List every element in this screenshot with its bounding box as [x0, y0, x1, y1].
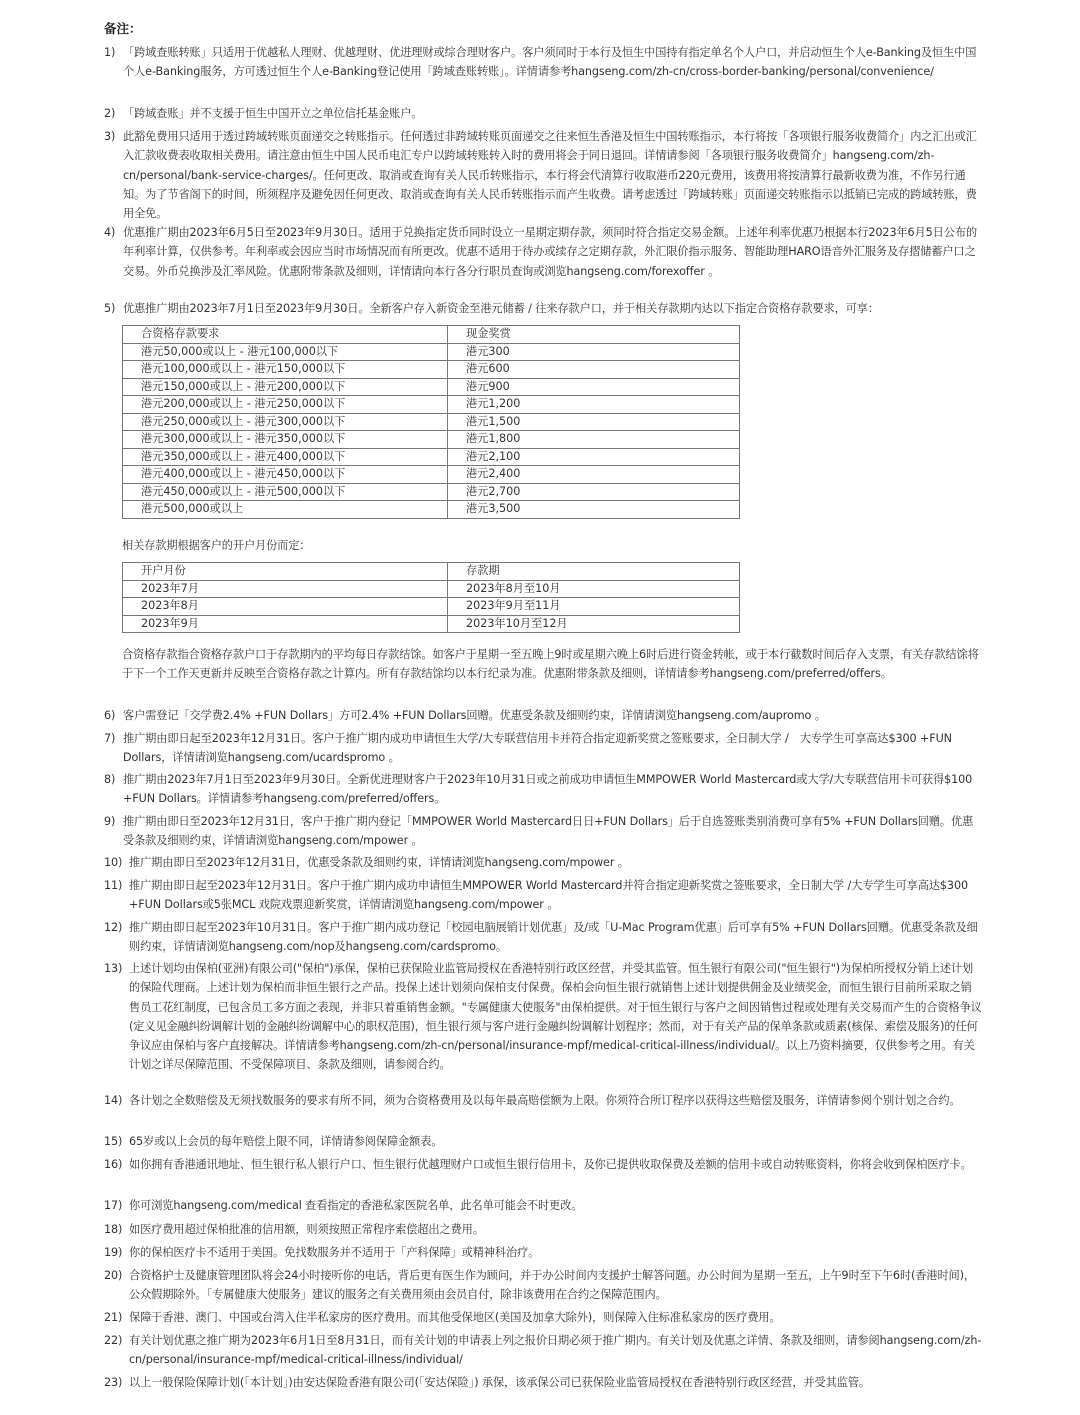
table-cell: 2023年7月 — [123, 580, 448, 598]
note-text: 优惠推广期由2023年6月5日至2023年9月30日。适用于兑换指定货币同时设立一星期定期存款，须同时符合指定交易金额。上述年利率优惠乃根据本行2023年6月5日公布的年利率计算，仅供参考。年利率或会因应当时市场情况而有所更改。优惠不适用于待办或续存之定期存款，外汇限价指示服务、智能助理HARO语音外汇服务及存摺储蓄户口之交易。外币兑换涉及汇率风险。优惠附带条款及细则，详情请向本行各分行职员查询或浏览hangseng.com/forexoffer 。 — [123, 226, 978, 278]
table-row — [123, 396, 740, 414]
note-number: 9) — [104, 815, 116, 828]
note-number: 14) — [104, 1094, 123, 1107]
table-cell: 港元100,000或以上 - 港元150,000以下 — [123, 361, 448, 379]
table-row — [123, 413, 740, 431]
note-number: 23) — [104, 1376, 123, 1389]
table-cell: 港元400,000或以上 - 港元450,000以下 — [123, 466, 448, 484]
note-text: 以上一般保险保障计划(「本计划」)由安达保险香港有限公司(「安达保险」) 承保，该承保公司已获保险业监管局授权在香港特别行政区经营，并受其监管。 — [129, 1376, 870, 1389]
note-21 — [104, 1308, 982, 1327]
table-header-row — [123, 563, 740, 581]
note-text: 如你拥有香港通讯地址、恒生银行私人银行户口、恒生银行优越理财户口或恒生银行信用卡，及你已提供收取保费及差额的信用卡或自动转账资料，你将会收到保柏医疗卡。 — [129, 1158, 972, 1171]
note-text: 「跨域查账转账」只适用于优越私人理财、优越理财、优进理财或综合理财客户。客户须同时于本行及恒生中国持有指定单名个人户口，并启动恒生个人e-Banking及恒生中国个人e-Banking服务，方可透过恒生个人e-Banking登记使用「跨域查账转账」。详情请参考hangseng.com/zh-cn/cross-border-banking/personal/convenience/ — [123, 46, 977, 79]
note-15 — [104, 1132, 982, 1151]
note-text: 65岁或以上会员的每年赔偿上限不同，详情请参阅保障金额表。 — [129, 1135, 443, 1148]
table-row — [123, 466, 740, 484]
table-row — [123, 378, 740, 396]
table-cell: 2023年10月至12月 — [448, 615, 740, 633]
table-cell: 港元500,000或以上 — [123, 501, 448, 519]
table-header-cell: 合资格存款要求 — [123, 326, 448, 344]
note-text: 推广期由即日起至2023年12月31日。客户于推广期内成功申请恒生大学/大专联营信用卡并符合指定迎新奖赏之签账要求，全日制大学 / 大专学生可享高达$300 +FUN Dollars，详情请浏览hangseng.com/ucardspromo 。 — [123, 732, 952, 765]
note-text: 推广期由即日起至2023年10月31日。客户于推广期内成功登记「校园电脑展销计划优惠」及/或「U-Mac Program优惠」后可享有5% +FUN Dollars回赠。优惠受条款及细则约束，详情请浏览hangseng.com/nop及hangseng.com/cardspromo。 — [129, 921, 978, 954]
note-7 — [104, 729, 982, 768]
note-text: 「跨域查账」并不支援于恒生中国开立之单位信托基金账户。 — [123, 107, 423, 120]
note-19 — [104, 1243, 982, 1262]
note-text: 推广期由即日起至2023年12月31日。客户于推广期内成功申请恒生MMPOWER World Mastercard并符合指定迎新奖赏之签账要求，全日制大学 /大专学生可享高达$300 +FUN Dollars或5张MCL 戏院戏票迎新奖赏，详情请浏览hangseng.com/mpower 。 — [129, 879, 968, 912]
note-22 — [104, 1331, 982, 1370]
table-cell: 港元200,000或以上 - 港元250,000以下 — [123, 396, 448, 414]
note-number: 4) — [104, 226, 116, 239]
note-14 — [104, 1091, 982, 1110]
note-3 — [104, 127, 982, 223]
table-cell: 港元300,000或以上 - 港元350,000以下 — [123, 431, 448, 449]
note-text: 推广期由2023年7月1日至2023年9月30日。全新优进理财客户于2023年10月31日或之前成功申请恒生MMPOWER World Mastercard或大学/大专联营信用卡可获得$100 +FUN Dollars。详情请参考hangseng.com/preferred/offers。 — [123, 773, 973, 806]
note-2 — [104, 104, 982, 123]
table-cell: 2023年9月 — [123, 615, 448, 633]
note-10 — [104, 853, 982, 872]
note-23 — [104, 1373, 982, 1392]
note-6 — [104, 706, 982, 725]
table-cell: 港元1,500 — [448, 413, 740, 431]
note-number: 16) — [104, 1158, 123, 1171]
deposit-period-table — [122, 562, 740, 633]
table-cell: 港元50,000或以上 - 港元100,000以下 — [123, 343, 448, 361]
note-number: 19) — [104, 1246, 123, 1259]
note-text: 保障于香港、澳门、中国或台湾入住半私家房的医疗费用。而其他受保地区(美国及加拿大除外)，则保障入住标准私家房的医疗费用。 — [129, 1311, 781, 1324]
note-text: 此豁免费用只适用于透过跨域转账页面递交之转账指示。任何透过非跨域转账页面递交之往来恒生香港及恒生中国转账指示，本行将按「各项银行服务收费简介」内之汇出或汇入汇款收费表收取相关费用。请注意由恒生中国人民币电汇专户以跨域转账转入时的费用将会于同日退回。详情请参阅「各项银行服务收费简介」hangseng.com/zh-cn/personal/bank-service-charges/。任何更改、取消或查询有关人民币转账指示，本行将会代清算行收取港币220元费用，该费用将按清算行最新收费为准，不作另行通知。为了节省阁下的时间，所须程序及避免因任何更改、取消或查询有关人民币转账指示而产生收费。请考虑透过「跨域转账」页面递交转账指示以抵销已完成的跨域转账，费用全免。 — [123, 130, 977, 221]
table-row — [123, 598, 740, 616]
table-row — [123, 343, 740, 361]
note-text: 有关计划优惠之推广期为2023年6月1日至8月31日，而有关计划的申请表上列之报价日期必须于推广期内。有关计划及优惠之详情、条款及细则，请参阅hangseng.com/zh-cn/personal/insurance-mpf/medical-critical-illness/individual/ — [129, 1334, 982, 1367]
note-1 — [104, 43, 982, 82]
note-text: 你可浏览hangseng.com/medical 查看指定的香港私家医院名单，此名单可能会不时更改。 — [129, 1199, 583, 1212]
table-row — [123, 483, 740, 501]
note-17 — [104, 1196, 982, 1215]
note-number: 15) — [104, 1135, 123, 1148]
table-row — [123, 615, 740, 633]
deposit-reward-table — [122, 325, 740, 519]
table-header-cell: 开户月份 — [123, 563, 448, 581]
table-cell: 港元3,500 — [448, 501, 740, 519]
note-4 — [104, 223, 982, 281]
note-text: 各计划之全数赔偿及无须找数服务的要求有所不同，须为合资格费用及以每年最高赔偿额为上限。你须符合所订程序以获得这些赔偿及服务，详情请参阅个别计划之合约。 — [129, 1094, 961, 1107]
table-cell: 港元150,000或以上 - 港元200,000以下 — [123, 378, 448, 396]
table-row — [123, 448, 740, 466]
table-cell: 港元250,000或以上 - 港元300,000以下 — [123, 413, 448, 431]
table-cell: 港元600 — [448, 361, 740, 379]
table-cell: 2023年9月至11月 — [448, 598, 740, 616]
note-text: 上述计划均由保柏(亚洲)有限公司("保柏")承保，保柏已获保险业监管局授权在香港特别行政区经营，并受其监管。恒生银行有限公司("恒生银行")为保柏所授权分销上述计划的保险代理商。上述计划为保柏而非恒生银行之产品。投保上述计划须向保柏支付保费。保柏会向恒生银行就销售上述计划提供佣金及业绩奖金，而恒生银行目前所采取之销售员工花红制度，已包含员工多方面之表现，并非只着重销售金额。"专属健康大使服务"由保柏提供。对于恒生银行与客户之间因销售过程或处理有关交易而产生的合资格争议(定义见金融纠纷调解计划的金融纠纷调解中心的职权范围)，恒生银行须与客户进行金融纠纷调解计划程序；然而，对于有关产品的保单条款或质素(核保、索偿及服务)的任何争议应由保柏与客户直接解决。详情请参考hangseng.com/zh-cn/personal/insurance-mpf/medical-critical-illness/individual/。以上乃资料摘要，仅供参考之用。有关计划之详尽保障范围、不受保障项目、条款及细则，请参阅合约。 — [129, 962, 982, 1072]
note-8 — [104, 770, 982, 809]
table-cell: 2023年8月至10月 — [448, 580, 740, 598]
note-text: 优惠推广期由2023年7月1日至2023年9月30日。全新客户存入新资金至港元储蓄 / 往来存款户口，并于相关存款期内达以下指定合资格存款要求，可享： — [123, 302, 879, 315]
table-cell: 港元900 — [448, 378, 740, 396]
note-number: 11) — [104, 879, 123, 892]
table-cell: 港元2,700 — [448, 483, 740, 501]
note-20 — [104, 1266, 982, 1305]
note-text: 你的保柏医疗卡不适用于美国。免找数服务并不适用于「产科保障」或精神科治疗。 — [129, 1246, 540, 1259]
note-text: 如医疗费用超过保柏批准的信用额，则须按照正常程序索偿超出之费用。 — [129, 1223, 484, 1236]
note-number: 10) — [104, 856, 123, 869]
note-5 — [104, 299, 982, 318]
note-12 — [104, 918, 982, 957]
note-number: 22) — [104, 1334, 123, 1347]
note-13 — [104, 959, 982, 1075]
note-number: 12) — [104, 921, 123, 934]
table-cell: 2023年8月 — [123, 598, 448, 616]
table-cell: 港元2,400 — [448, 466, 740, 484]
table-cell: 港元2,100 — [448, 448, 740, 466]
note-18 — [104, 1220, 982, 1239]
table-cell: 港元350,000或以上 - 港元400,000以下 — [123, 448, 448, 466]
table-cell: 港元1,200 — [448, 396, 740, 414]
note-number: 6) — [104, 709, 116, 722]
note-number: 21) — [104, 1311, 123, 1324]
note-16 — [104, 1155, 982, 1174]
note-number: 3) — [104, 130, 116, 143]
note-11 — [104, 876, 982, 915]
note-text: 推广期由即日至2023年12月31日，客户于推广期内登记「MMPOWER World Mastercard日日+FUN Dollars」后于自选签账类别消费可享有5% +FUN Dollars回赠。优惠受条款及细则约束，详情请浏览hangseng.com/mpower 。 — [123, 815, 974, 848]
note-number: 7) — [104, 732, 116, 745]
note-number: 17) — [104, 1199, 123, 1212]
note-5-tail: 合资格存款指合资格存款户口于存款期内的平均每日存款结馀。如客户于星期一至五晚上9时或星期六晚上6时后进行资金转帐，或于本行截数时间后存入支票，有关存款结馀将于下一个工作天更新并反映至合资格存款之计算内。所有存款结馀均以本行纪录为准。优惠附带条款及细则，详情请参考hangseng.com/preferred/offers。 — [122, 648, 979, 681]
note-text: 推广期由即日至2023年12月31日，优惠受条款及细则约束，详情请浏览hangseng.com/mpower 。 — [129, 856, 629, 869]
note-number: 1) — [104, 46, 116, 59]
table-row — [123, 361, 740, 379]
note-number: 8) — [104, 773, 116, 786]
note-text: 合资格护士及健康管理团队将会24小时接听你的电话，背后更有医生作为顾问，并于办公时间内支援护士解答问题。办公时间为星期一至五，上午9时至下午6时(香港时间)，公众假期除外。「专属健康大使服务」建议的服务之有关费用须由会员自付，除非该费用在合约之保障范围内。 — [129, 1269, 975, 1302]
notes-heading: 备注： — [104, 21, 142, 36]
table-row — [123, 501, 740, 519]
note-number: 2) — [104, 107, 116, 120]
table-cell: 港元1,800 — [448, 431, 740, 449]
table-header-cell: 存款期 — [448, 563, 740, 581]
note-number: 5) — [104, 302, 116, 315]
note-9 — [104, 812, 982, 851]
period-caption: 相关存款期根据客户的开户月份而定： — [122, 539, 311, 552]
table-header-row — [123, 326, 740, 344]
note-number: 18) — [104, 1223, 123, 1236]
note-text: 客户需登记「交学费2.4% +FUN Dollars」方可2.4% +FUN Dollars回赠。优惠受条款及细则约束，详情请浏览hangseng.com/aupromo 。 — [123, 709, 826, 722]
table-header-cell: 现金奖赏 — [448, 326, 740, 344]
note-number: 20) — [104, 1269, 123, 1282]
table-cell: 港元300 — [448, 343, 740, 361]
table-cell: 港元450,000或以上 - 港元500,000以下 — [123, 483, 448, 501]
table-row — [123, 431, 740, 449]
table-row — [123, 580, 740, 598]
note-number: 13) — [104, 962, 123, 975]
